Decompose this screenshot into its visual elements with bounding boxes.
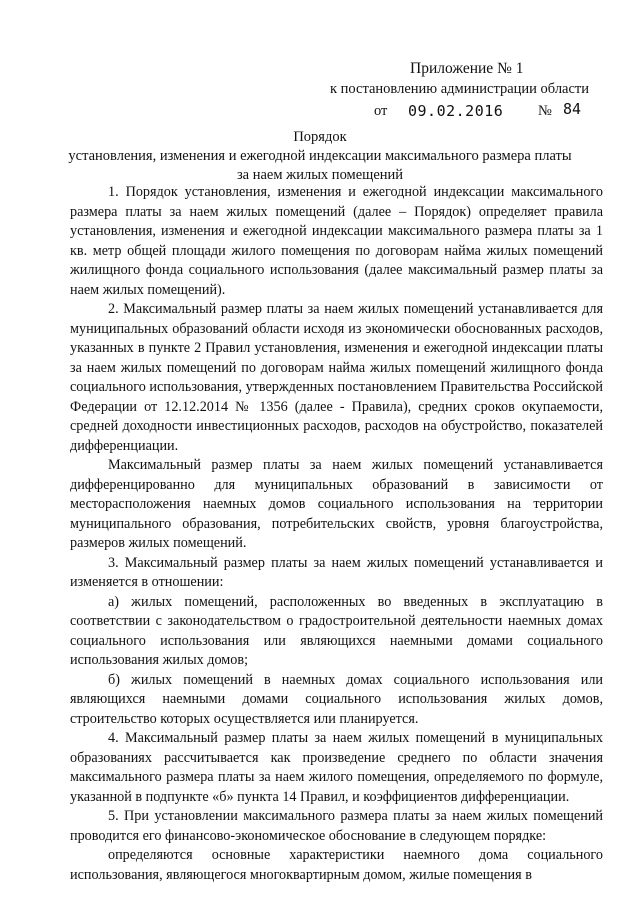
paragraph-2: 2. Максимальный размер платы за наем жилых помещений устанавливается для муниципальных образований области исходя из экономически обоснованных расходов, указанных в пункте 2 Правил установления, изменения и ежегодной индексации платы за наем жилых помещений по договорам найма жилых помещений жилищного фонда социального использования, утвержденных постановлением Правительства Российской Федерации от 12.12.2014 № 1356 (далее - Правила), средних сроков окупаемости, средней доходности инвестиционных расходов, расходов на обустройство, показателей дифференциации. xyxy=(70,301,603,454)
document-subtitle-line-1: установления, изменения и ежегодной индексации максимального размера платы xyxy=(68,148,572,164)
document-header xyxy=(40,128,600,185)
document-subtitle-line-2: за наем жилых помещений xyxy=(236,167,404,183)
date-label: от xyxy=(374,103,388,119)
paragraph-1: 1. Порядок установления, изменения и ежегодной индексации максимального размера платы за наем жилых помещений (далее – Порядок) определяет правила установления, изменения и ежегодной индексации максимального размера платы за 1 кв. метр общей площади жилого помещения по договорам найма жилых помещений жилищного фонда социального использования (далее максимальный размер платы за наем жилых помещений). xyxy=(70,184,603,298)
document-body xyxy=(70,183,603,885)
paragraph-3b: б) жилых помещений в наемных домах социального использования или являющихся наемными домами социального использования жилых домов, строительство которых осуществляется или планируется. xyxy=(70,671,603,727)
paragraph-2-continued: Максимальный размер платы за наем жилых помещений устанавливается дифференцированно для муниципальных образований в зависимости от месторасположения наемных домов социального использования на территории муниципального образования, потребительских свойств, уровня благоустройства, размеров жилых помещений. xyxy=(70,457,603,551)
paragraph-4: 4. Максимальный размер платы за наем жилых помещений в муниципальных образованиях рассчитывается как произведение среднего по области значения максимального размера платы за наем жилого помещения, определяемого по формуле, указанной в подпункте «б» пункта 14 Правил, и коэффициентов дифференциации. xyxy=(70,730,603,805)
document-title: Порядок xyxy=(293,129,347,145)
annex-title: Приложение № 1 xyxy=(410,60,524,77)
annex-resolution-line: к постановлению администрации области xyxy=(330,81,590,97)
annex-block xyxy=(330,58,610,124)
paragraph-3a: а) жилых помещений, расположенных во введенных в эксплуатацию в соответствии с законодательством о градостроительной деятельности наемных домах социального использования или являющихся наемными домами социального использования жилых домов; xyxy=(70,593,603,668)
paragraph-5: 5. При установлении максимального размера платы за наем жилых помещений проводится его финансово-экономическое обоснование в следующем порядке: xyxy=(70,808,603,844)
number-label: № xyxy=(538,103,552,119)
paragraph-5-item: определяются основные характеристики наемного дома социального использования, являющегося многоквартирным домом, жилые помещения в xyxy=(70,847,603,883)
resolution-number: 84 xyxy=(563,100,582,118)
annex-date-number-line xyxy=(330,100,610,124)
resolution-date: 09.02.2016 xyxy=(408,102,504,120)
paragraph-3: 3. Максимальный размер платы за наем жилых помещений устанавливается и изменяется в отношении: xyxy=(70,554,603,590)
